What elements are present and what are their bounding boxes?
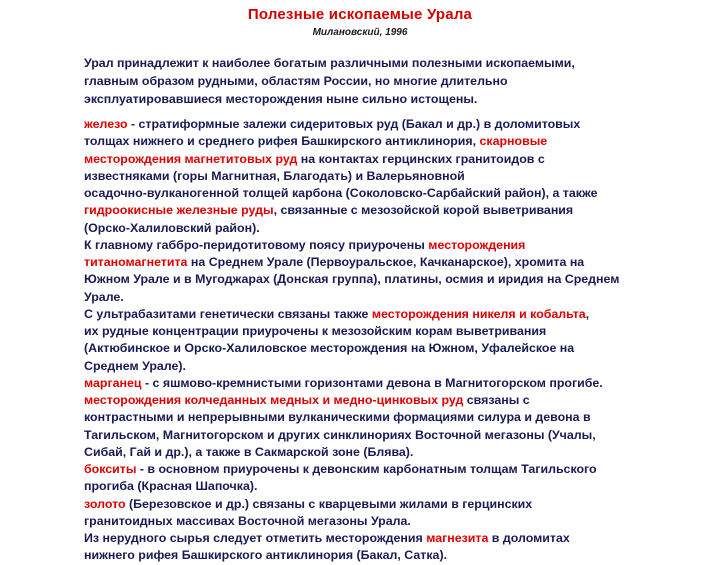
highlighted-term: марганец: [84, 375, 142, 390]
body-line: [84, 306, 650, 323]
body-line: [84, 289, 650, 306]
body-line: [84, 220, 650, 237]
body-line: [84, 185, 650, 202]
body-line: [84, 323, 650, 340]
body-line: [84, 202, 650, 219]
body-line: [84, 392, 650, 409]
body-text: - с яшмово-кремнистыми горизонтами девона в Магнитогорском прогибе.: [141, 375, 603, 390]
body-text: гранитоидных массивах Восточной мегазоны Урала.: [84, 513, 411, 528]
body-text: - в основном приурочены к девонским карбонатным толщам Тагильского: [136, 462, 597, 476]
highlighted-term: железо: [84, 117, 128, 131]
highlighted-term: магнезита: [426, 531, 489, 545]
body-text: (Орско-Халиловский район).: [84, 220, 260, 235]
body-text: известняками (горы Магнитная, Благодать) и Валерьяновной: [84, 168, 465, 183]
body-line: [84, 340, 650, 357]
body-text: на Среднем Урале (Первоуральское, Качканарское), хромита на: [187, 255, 585, 269]
body-text: Сибай, Гай и др.), а также в Сакмарской зоне (Блява).: [84, 444, 414, 459]
body-text: (Березовское и др.) связаны с кварцевыми жилами в герцинских: [125, 496, 533, 511]
body-line: [84, 237, 650, 254]
body-line: [84, 358, 650, 375]
body-text: контрастными и непрерывными вулканическими формациями силура и девона в: [84, 410, 591, 425]
body-line: [84, 496, 650, 513]
body-text: толщах нижнего и среднего рифея Башкирского антиклинория,: [84, 134, 480, 149]
highlighted-term: золото: [84, 496, 126, 511]
minerals-list: [84, 116, 650, 565]
body-text: Тагильском, Магнитогорском и других синклинориях Восточной мегазоны (Учалы,: [84, 427, 596, 442]
highlighted-term: месторождения магнетитовых руд: [84, 151, 298, 166]
intro-line: Урал принадлежит к наиболее богатым различными полезными ископаемыми,: [84, 56, 575, 70]
highlighted-term: гидроокисные железные руды: [84, 203, 274, 218]
body-text: связаны с: [463, 393, 530, 407]
body-text: прогиба (Красная Шапочка).: [84, 479, 258, 494]
intro-paragraph: [84, 54, 644, 108]
body-text: Среднем Урале).: [84, 358, 186, 373]
intro-line: эксплуатировавшиеся месторождения ныне сильно истощены.: [84, 92, 478, 106]
body-line: [84, 375, 650, 392]
intro-line: главным образом рудными, областям России, но многие длительно: [84, 74, 508, 88]
body-text: осадочно-вулканогенной толщей карбона (Соколовско-Сарбайский район), а также: [84, 186, 598, 200]
body-line: [84, 271, 650, 288]
highlighted-term: титаномагнетита: [84, 255, 188, 269]
body-line: [84, 254, 650, 271]
highlighted-term: бокситы: [84, 462, 137, 476]
body-text: ,: [585, 306, 590, 321]
highlighted-term: месторождения никеля и кобальта: [371, 306, 586, 321]
body-line: [84, 409, 650, 426]
body-line: [84, 151, 650, 168]
body-text: Южном Урале и в Мугоджарах (Донская группа), платины, осмия и иридия на Среднем: [84, 272, 620, 287]
body-line: [84, 530, 650, 547]
body-line: [84, 133, 650, 150]
body-line: [84, 427, 650, 444]
author-citation: Милановский, 1996: [312, 27, 408, 38]
body-text: , связанные с мезозойской корой выветривания: [273, 203, 574, 218]
body-line: [84, 461, 650, 478]
body-text: С ультрабазитами генетически связаны также: [84, 306, 372, 321]
body-text: Из нерудного сырья следует отметить месторождения: [84, 531, 427, 545]
highlighted-term: месторождения: [428, 237, 526, 252]
highlighted-term: скарновые: [479, 134, 548, 149]
body-text: в доломитах: [488, 531, 570, 545]
body-text: К главному габбро-перидотитовому поясу приурочены: [84, 237, 429, 252]
body-line: [84, 168, 650, 185]
slide-title: Полезные ископаемые Урала: [247, 6, 473, 23]
body-text: (Актюбинское и Орско-Халиловское месторождения на Южном, Уфалейское на: [84, 341, 575, 356]
body-line: [84, 478, 650, 495]
body-line: [84, 444, 650, 461]
body-line: [84, 513, 650, 530]
highlighted-term: месторождения колчеданных медных и медно-цинковых руд: [84, 393, 464, 407]
body-text: - стратиформные залежи сидеритовых руд (Бакал и др.) в доломитовых: [127, 117, 581, 131]
body-line: [84, 547, 650, 564]
body-text: на контактах герцинских гранитоидов с: [297, 151, 545, 166]
body-text: их рудные концентрации приурочены к мезозойским корам выветривания: [84, 324, 547, 338]
body-line: [84, 116, 650, 133]
body-text: нижнего рифея Башкирского антиклинория (Бакал, Сатка).: [84, 548, 448, 563]
body-text: Урале.: [84, 289, 124, 304]
